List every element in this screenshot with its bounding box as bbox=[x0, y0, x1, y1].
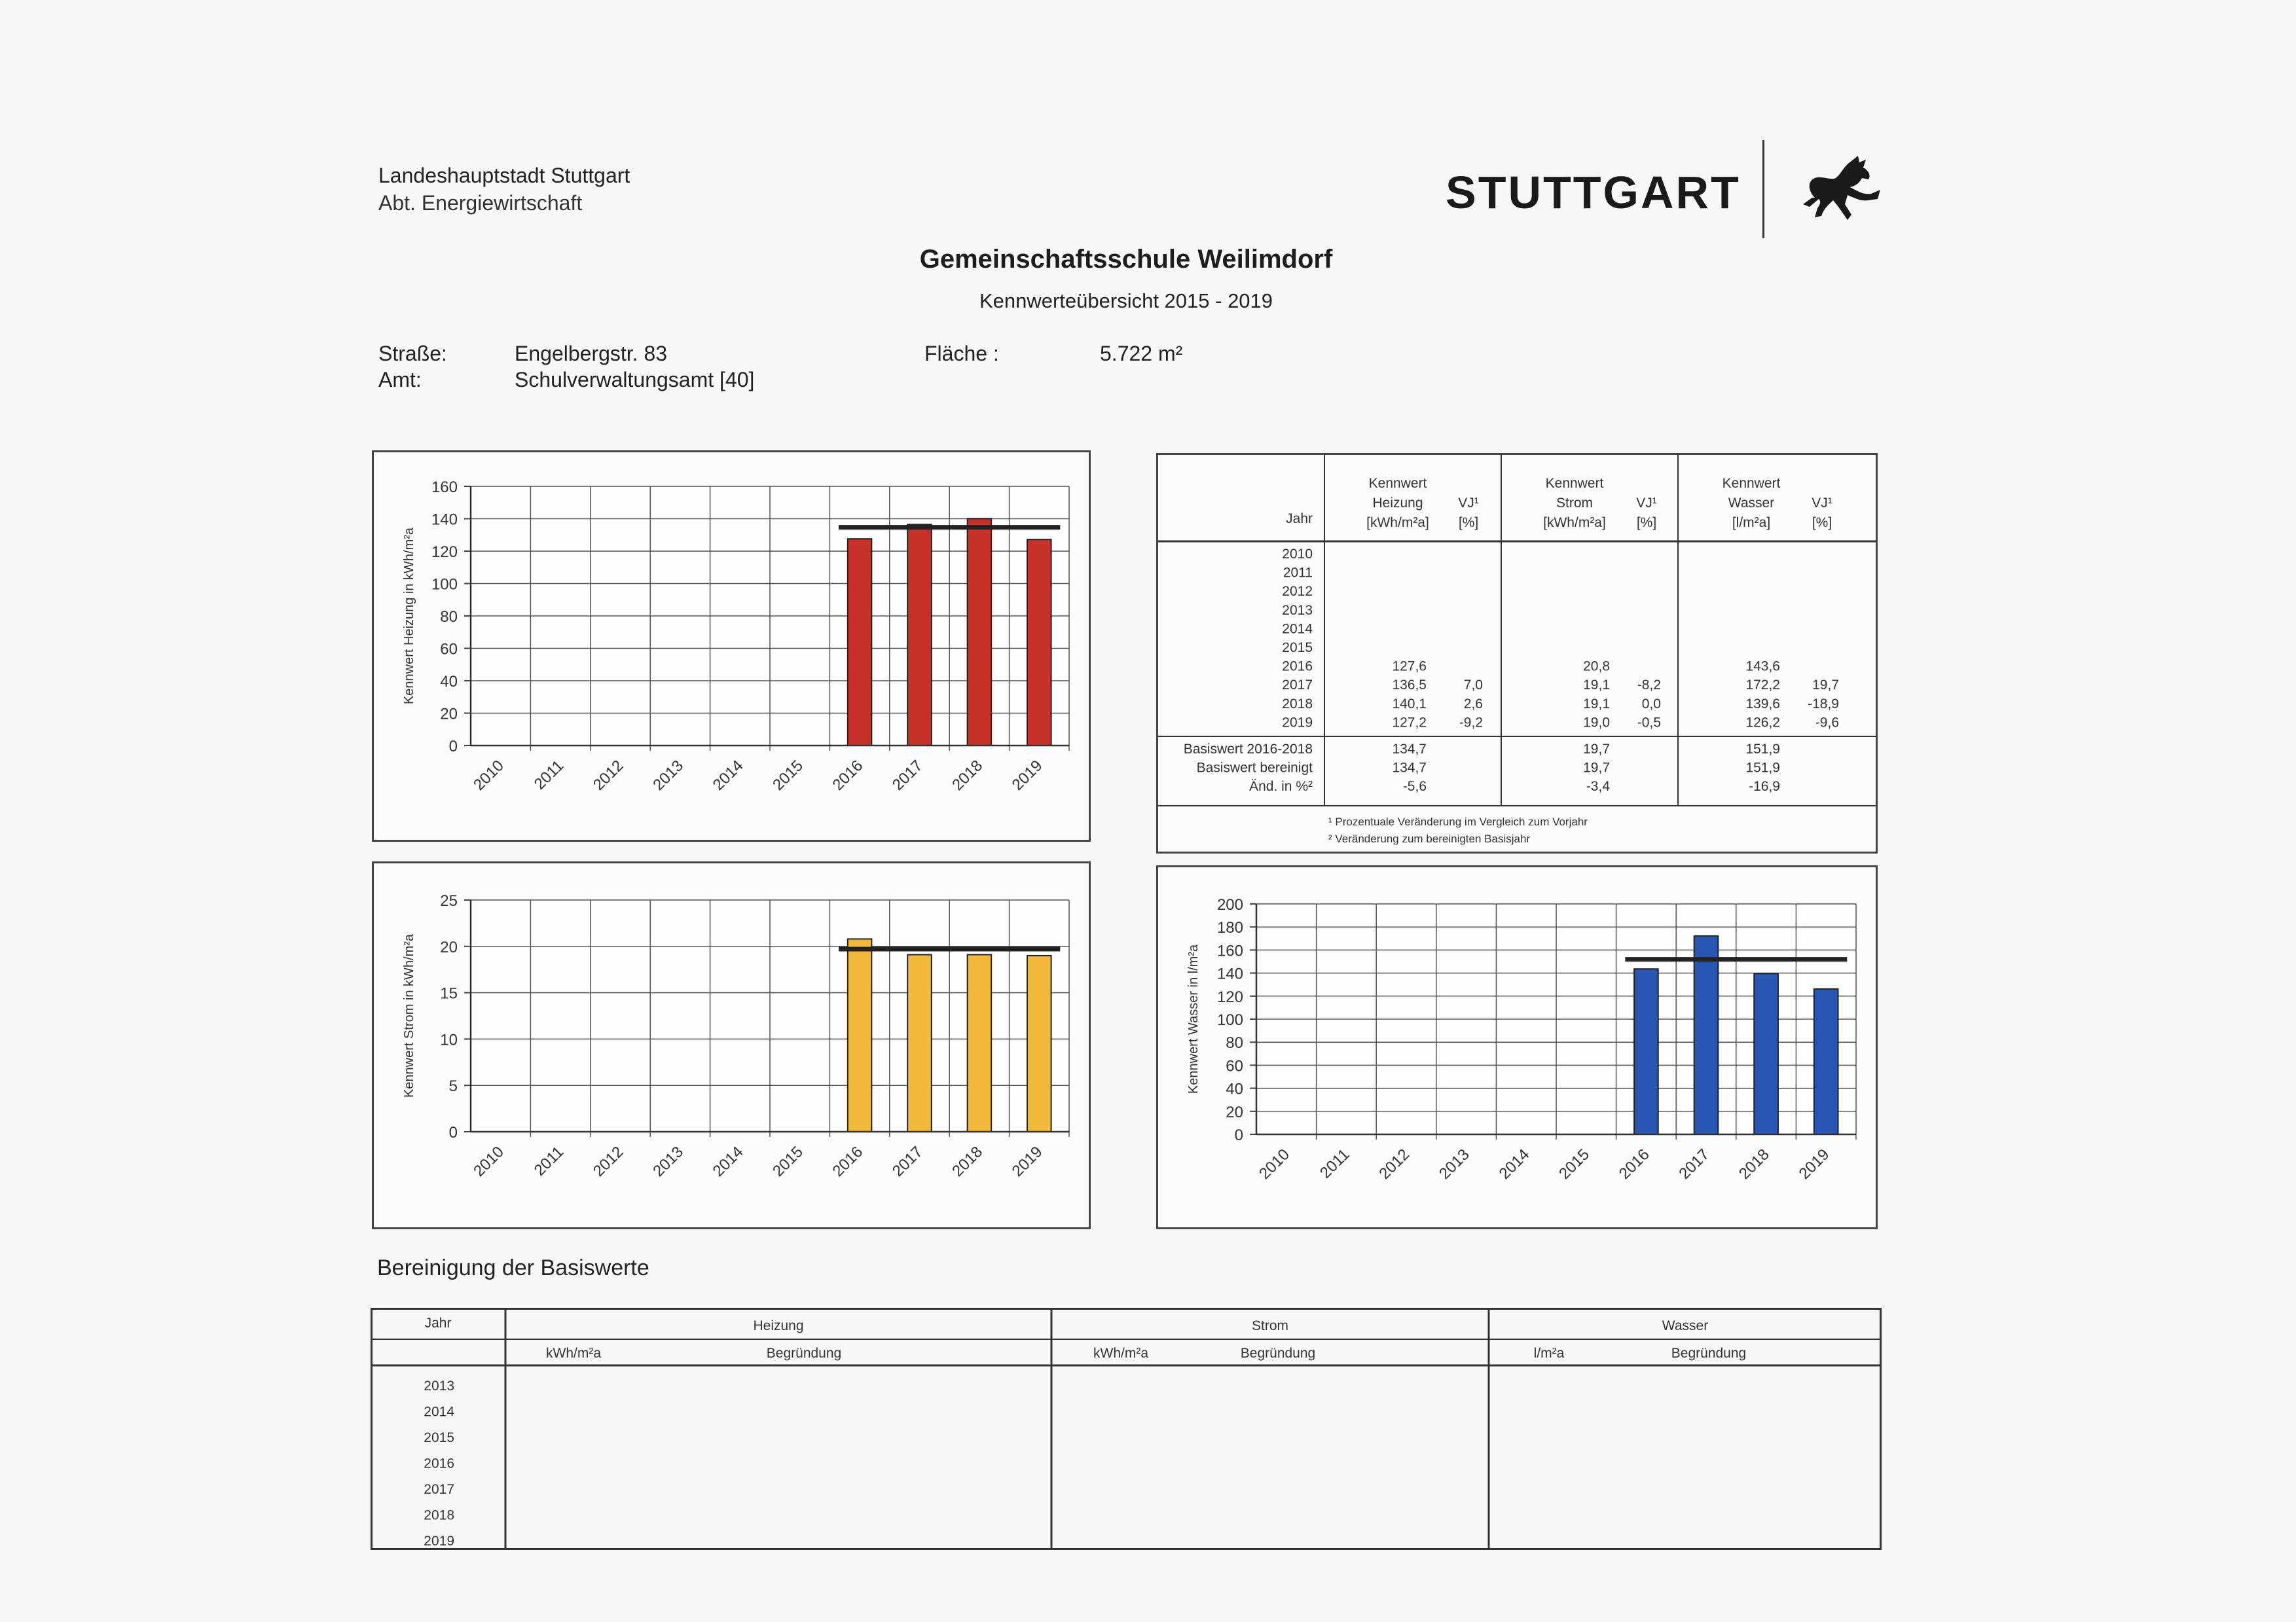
vj-strom: -8,2 bbox=[1637, 677, 1661, 693]
bar-2016 bbox=[1634, 969, 1658, 1134]
bar-2017 bbox=[907, 524, 932, 746]
x-tick-label: 2012 bbox=[1376, 1145, 1413, 1183]
header-heizung: [kWh/m²a] bbox=[1366, 515, 1429, 530]
y-tick-label: 80 bbox=[440, 608, 458, 626]
x-tick-label: 2013 bbox=[649, 1143, 687, 1180]
y-axis-title: Kennwert Strom in kWh/m²a bbox=[402, 933, 416, 1098]
header-vj: VJ¹ bbox=[1636, 496, 1657, 511]
footnote: ² Veränderung zum bereinigten Basisjahr bbox=[1328, 833, 1531, 845]
x-tick-label: 2010 bbox=[1256, 1145, 1294, 1183]
footnote: ¹ Prozentuale Veränderung im Vergleich zum Vorjahr bbox=[1328, 816, 1588, 828]
bar-2017 bbox=[907, 955, 932, 1132]
vj-wasser: -9,6 bbox=[1815, 715, 1839, 730]
report-subtitle: Kennwerteübersicht 2015 - 2019 bbox=[979, 289, 1273, 312]
y-tick-label: 15 bbox=[440, 984, 458, 1003]
y-tick-label: 200 bbox=[1216, 896, 1243, 914]
x-tick-label: 2017 bbox=[1675, 1145, 1713, 1183]
x-tick-label: 2012 bbox=[589, 1143, 627, 1180]
x-tick-label: 2013 bbox=[1435, 1145, 1473, 1183]
value-wasser: 139,6 bbox=[1745, 696, 1780, 712]
vj-heizung: -9,2 bbox=[1459, 715, 1483, 730]
chart-wasser bbox=[1158, 867, 1876, 1227]
x-tick-label: 2015 bbox=[1556, 1145, 1594, 1183]
bar-2018 bbox=[1754, 973, 1778, 1134]
y-tick-label: 120 bbox=[1216, 988, 1243, 1006]
x-tick-label: 2019 bbox=[1008, 1143, 1046, 1180]
x-tick-label: 2014 bbox=[709, 1143, 747, 1180]
x-tick-label: 2014 bbox=[1495, 1145, 1533, 1183]
value-strom: 19,1 bbox=[1583, 696, 1610, 712]
y-axis-title: Kennwert Heizung in kWh/m²a bbox=[402, 527, 416, 705]
summary-wasser: 151,9 bbox=[1745, 742, 1780, 757]
bar-2017 bbox=[1694, 936, 1719, 1134]
header-strom: Strom bbox=[1251, 1318, 1289, 1333]
x-tick-label: 2011 bbox=[1317, 1145, 1353, 1182]
y-tick-label: 25 bbox=[440, 892, 458, 910]
x-tick-label: 2011 bbox=[530, 757, 568, 793]
vj-wasser: 19,7 bbox=[1812, 677, 1839, 693]
y-tick-label: 140 bbox=[1216, 965, 1243, 983]
row-year: 2012 bbox=[1282, 584, 1313, 600]
header-unit: kWh/m²a bbox=[1093, 1346, 1148, 1361]
x-tick-label: 2011 bbox=[530, 1143, 568, 1180]
y-tick-label: 0 bbox=[1234, 1126, 1243, 1144]
chart-strom-panel bbox=[372, 861, 1091, 1229]
summary-wasser: 151,9 bbox=[1745, 760, 1780, 776]
y-tick-label: 40 bbox=[440, 673, 458, 691]
y-tick-label: 20 bbox=[440, 705, 458, 723]
header-vj: VJ¹ bbox=[1812, 496, 1832, 511]
x-tick-label: 2012 bbox=[589, 757, 627, 794]
x-tick-label: 2019 bbox=[1795, 1145, 1833, 1183]
header-vj-unit: [%] bbox=[1812, 515, 1832, 530]
value-heizung: 140,1 bbox=[1392, 696, 1427, 712]
summary-strom: 19,7 bbox=[1583, 760, 1610, 776]
header-heizung: Kennwert bbox=[1368, 476, 1427, 491]
vj-heizung: 2,6 bbox=[1463, 696, 1483, 712]
header-wasser: Kennwert bbox=[1722, 476, 1781, 491]
header-reason: Begründung bbox=[1671, 1346, 1747, 1361]
y-tick-label: 40 bbox=[1226, 1080, 1243, 1098]
header-heizung: Heizung bbox=[1372, 496, 1423, 511]
x-tick-label: 2019 bbox=[1008, 757, 1046, 794]
y-tick-label: 160 bbox=[1216, 942, 1243, 960]
row-year: 2017 bbox=[424, 1482, 454, 1497]
bar-2018 bbox=[968, 518, 992, 746]
flaeche-value: 5.722 m² bbox=[1100, 342, 1183, 365]
header-strom: [kWh/m²a] bbox=[1543, 515, 1606, 530]
summary-label: Änd. in %² bbox=[1249, 779, 1313, 795]
header-strom: Strom bbox=[1556, 496, 1594, 511]
x-tick-label: 2017 bbox=[888, 757, 926, 794]
x-tick-label: 2015 bbox=[769, 1143, 807, 1180]
vj-strom: -0,5 bbox=[1637, 715, 1661, 730]
y-tick-label: 100 bbox=[431, 575, 458, 594]
bar-2019 bbox=[1027, 539, 1051, 746]
header-reason: Begründung bbox=[766, 1346, 842, 1361]
chart-heizung-panel bbox=[372, 450, 1091, 842]
y-tick-label: 10 bbox=[440, 1031, 458, 1049]
chart-strom bbox=[374, 863, 1089, 1227]
stuttgart-logo-text: STUTTGART bbox=[1446, 167, 1741, 218]
x-tick-label: 2010 bbox=[470, 757, 507, 794]
value-wasser: 126,2 bbox=[1745, 715, 1780, 730]
value-heizung: 127,2 bbox=[1392, 715, 1427, 730]
value-wasser: 172,2 bbox=[1745, 677, 1780, 693]
y-tick-label: 180 bbox=[1216, 919, 1243, 937]
bar-2018 bbox=[968, 955, 992, 1132]
header-unit: kWh/m²a bbox=[546, 1346, 601, 1361]
bereinigung-table bbox=[371, 1308, 1882, 1550]
x-tick-label: 2016 bbox=[829, 757, 867, 794]
row-year: 2013 bbox=[1282, 602, 1313, 618]
row-year: 2011 bbox=[1283, 565, 1313, 581]
header-wasser: Wasser bbox=[1662, 1318, 1709, 1333]
header-jahr: Jahr bbox=[424, 1316, 452, 1331]
x-tick-label: 2016 bbox=[1615, 1145, 1653, 1183]
row-year: 2019 bbox=[424, 1534, 454, 1549]
bar-2019 bbox=[1027, 956, 1051, 1132]
row-year: 2018 bbox=[1282, 696, 1313, 712]
org-name: Landeshauptstadt Stuttgart bbox=[378, 164, 630, 187]
header-vj-unit: [%] bbox=[1458, 515, 1479, 530]
y-tick-label: 20 bbox=[440, 938, 458, 956]
y-axis-title: Kennwert Wasser in l/m²a bbox=[1186, 944, 1201, 1094]
strasse-label: Straße: bbox=[378, 342, 447, 365]
summary-label: Basiswert bereinigt bbox=[1196, 760, 1313, 776]
y-tick-label: 100 bbox=[1216, 1011, 1243, 1029]
horse-logo-icon bbox=[1795, 152, 1887, 225]
y-tick-label: 5 bbox=[448, 1077, 458, 1096]
value-wasser: 143,6 bbox=[1745, 658, 1780, 674]
y-tick-label: 80 bbox=[1226, 1034, 1243, 1053]
y-tick-label: 20 bbox=[1226, 1103, 1243, 1121]
value-strom: 20,8 bbox=[1583, 658, 1610, 674]
row-year: 2018 bbox=[424, 1507, 454, 1523]
value-heizung: 127,6 bbox=[1392, 658, 1427, 674]
row-year: 2015 bbox=[424, 1430, 454, 1445]
header-vj-unit: [%] bbox=[1636, 515, 1657, 530]
summary-heizung: 134,7 bbox=[1392, 742, 1427, 757]
kennwert-table bbox=[1158, 455, 1876, 852]
row-year: 2014 bbox=[424, 1404, 454, 1420]
table-border bbox=[372, 1309, 1881, 1549]
y-tick-label: 60 bbox=[440, 640, 458, 658]
summary-label: Basiswert 2016-2018 bbox=[1183, 742, 1313, 757]
building-title: Gemeinschaftsschule Weilimdorf bbox=[919, 245, 1333, 274]
bar-2016 bbox=[848, 539, 872, 746]
header-heizung: Heizung bbox=[753, 1318, 804, 1333]
vj-strom: 0,0 bbox=[1641, 696, 1661, 712]
amt-value: Schulverwaltungsamt [40] bbox=[515, 368, 755, 391]
summary-strom: -3,4 bbox=[1586, 779, 1610, 795]
x-tick-label: 2010 bbox=[470, 1143, 507, 1180]
logo-divider bbox=[1762, 140, 1764, 238]
x-tick-label: 2013 bbox=[649, 757, 687, 794]
y-tick-label: 0 bbox=[448, 738, 458, 755]
row-year: 2015 bbox=[1282, 640, 1313, 655]
row-year: 2016 bbox=[1282, 658, 1313, 674]
x-tick-label: 2018 bbox=[949, 757, 987, 794]
bar-2016 bbox=[848, 939, 872, 1132]
value-heizung: 136,5 bbox=[1392, 677, 1427, 693]
y-tick-label: 60 bbox=[1226, 1057, 1243, 1075]
value-strom: 19,0 bbox=[1583, 715, 1610, 730]
row-year: 2014 bbox=[1282, 621, 1313, 637]
flaeche-label: Fläche : bbox=[924, 342, 999, 365]
y-tick-label: 160 bbox=[431, 478, 458, 496]
strasse-value: Engelbergstr. 83 bbox=[515, 342, 668, 365]
header-jahr: Jahr bbox=[1286, 511, 1313, 526]
bar-2019 bbox=[1814, 989, 1838, 1134]
bereinigung-title: Bereinigung der Basiswerte bbox=[377, 1255, 649, 1280]
amt-label: Amt: bbox=[378, 368, 422, 391]
y-tick-label: 120 bbox=[431, 543, 458, 561]
x-tick-label: 2015 bbox=[769, 757, 807, 794]
summary-heizung: -5,6 bbox=[1402, 779, 1427, 795]
header-wasser: [l/m²a] bbox=[1732, 515, 1771, 530]
header-reason: Begründung bbox=[1240, 1346, 1316, 1361]
x-tick-label: 2017 bbox=[888, 1143, 926, 1180]
summary-heizung: 134,7 bbox=[1392, 760, 1427, 776]
header-unit: l/m²a bbox=[1533, 1346, 1565, 1361]
summary-strom: 19,7 bbox=[1583, 742, 1610, 757]
department-name: Abt. Energiewirtschaft bbox=[378, 191, 583, 215]
row-year: 2019 bbox=[1282, 715, 1313, 730]
header-vj: VJ¹ bbox=[1458, 496, 1479, 511]
header-strom: Kennwert bbox=[1545, 476, 1604, 491]
row-year: 2013 bbox=[424, 1379, 454, 1394]
header-wasser: Wasser bbox=[1728, 496, 1775, 511]
x-tick-label: 2018 bbox=[1735, 1145, 1773, 1183]
chart-heizung bbox=[374, 452, 1089, 840]
kennwert-table-panel bbox=[1156, 453, 1878, 854]
bereinigung-table-wrap bbox=[371, 1308, 1882, 1550]
value-strom: 19,1 bbox=[1583, 677, 1610, 693]
x-tick-label: 2018 bbox=[949, 1143, 987, 1180]
vj-wasser: -18,9 bbox=[1808, 696, 1839, 712]
summary-wasser: -16,9 bbox=[1749, 779, 1780, 795]
chart-wasser-panel bbox=[1156, 865, 1878, 1229]
row-year: 2016 bbox=[424, 1456, 454, 1471]
y-tick-label: 0 bbox=[448, 1124, 458, 1142]
row-year: 2017 bbox=[1282, 677, 1313, 693]
row-year: 2010 bbox=[1282, 547, 1313, 562]
x-tick-label: 2014 bbox=[709, 757, 747, 794]
y-tick-label: 140 bbox=[431, 511, 458, 529]
vj-heizung: 7,0 bbox=[1463, 677, 1483, 693]
x-tick-label: 2016 bbox=[829, 1143, 867, 1180]
